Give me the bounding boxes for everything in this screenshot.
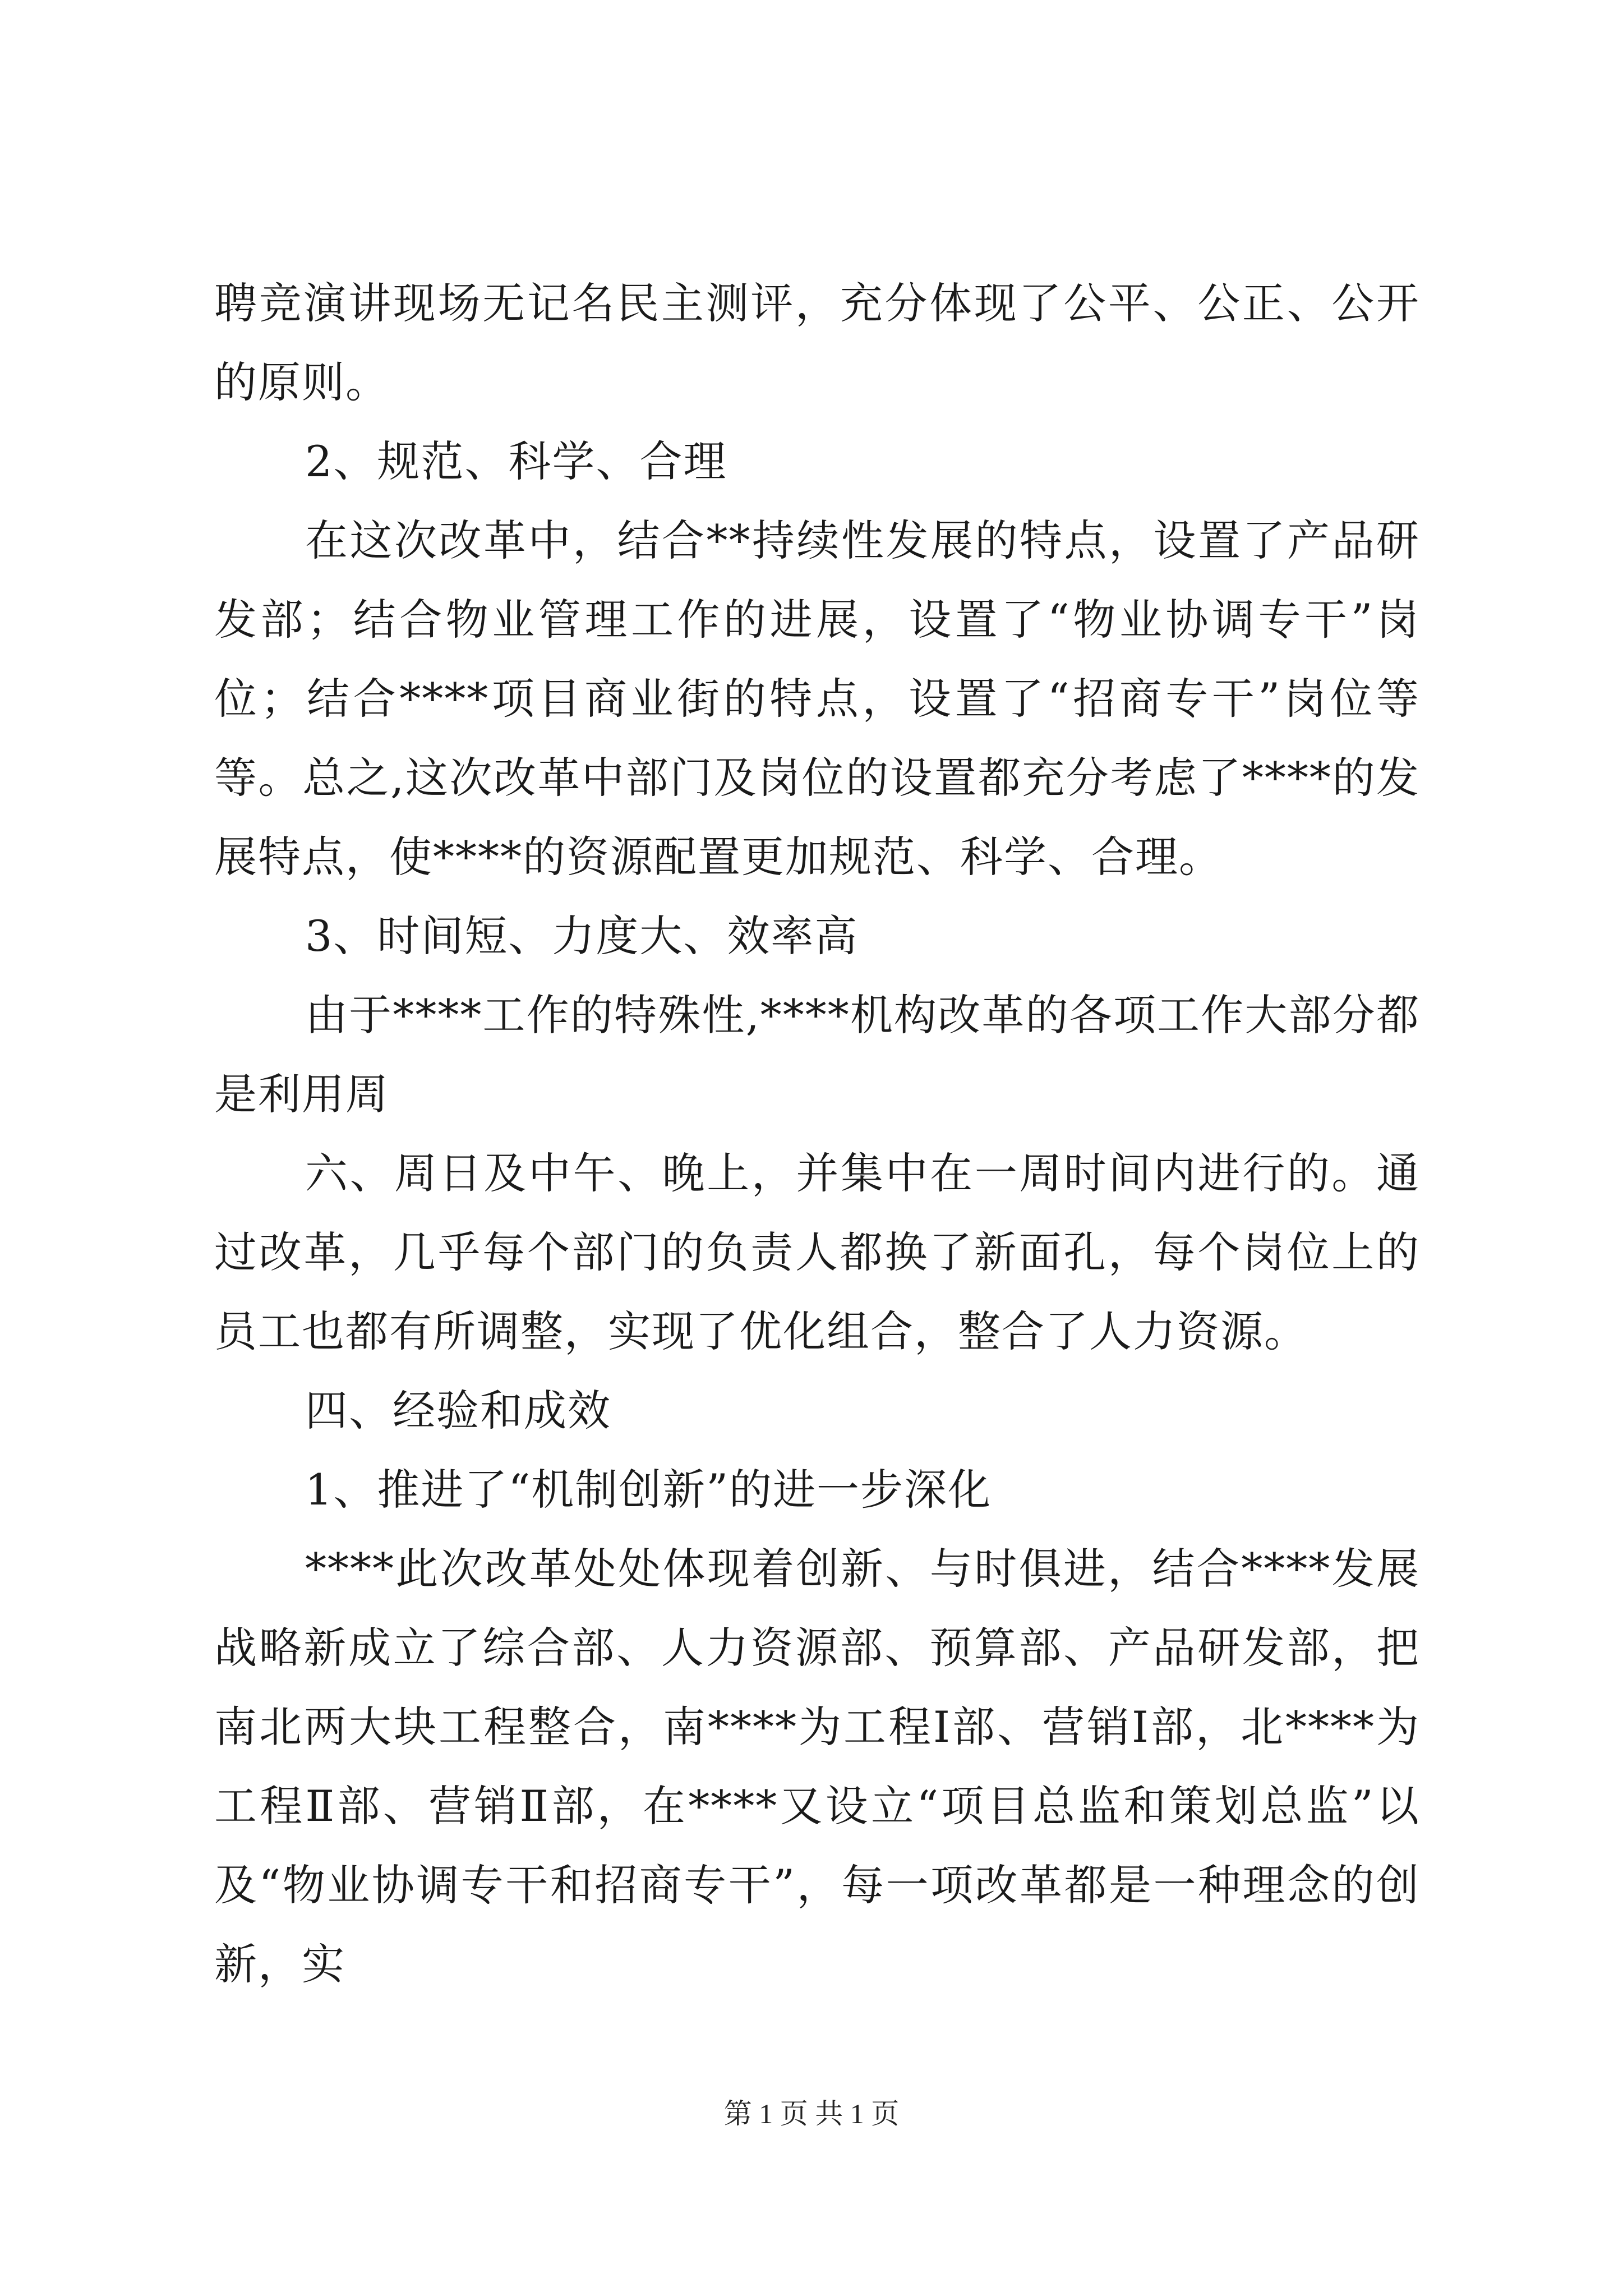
paragraph-9: ****此次改革处处体现着创新、与时俱进，结合****发展战略新成立了综合部、人力资源部、预算部、产品研发部，把南北两大块工程整合，南****为工程Ⅰ部、营销Ⅰ部，北****为工程Ⅱ部、营销Ⅱ部，在****又设立“项目总监和策划总监”以及“物业协调专干和招商专干”，每一项改革都是一种理念的创新，实 [214,1544,1420,1989]
section-heading-1: 1、推进了“机制创新”的进一步深化 [305,1465,992,1515]
paragraph-1: 聘竞演讲现场无记名民主测评，充分体现了公平、公正、公开的原则。 [214,278,1420,407]
document-body [214,264,1420,2004]
paragraph-5: 由于****工作的特殊性,****机构改革的各项工作大部分都是利用周 [214,990,1420,1119]
section-heading-four: 四、经验和成效 [305,1386,611,1435]
section-heading-2: 2、规范、科学、合理 [305,436,727,486]
paragraph-3: 在这次改革中，结合**持续性发展的特点，设置了产品研发部；结合物业管理工作的进展，设置了“物业协调专干”岗位；结合****项目商业街的特点，设置了“招商专干”岗位等等。总之,这次改革中部门及岗位的设置都充分考虑了****的发展特点，使****的资源配置更加规范、科学、合理。 [214,516,1420,882]
paragraph-6: 六、周日及中午、晚上，并集中在一周时间内进行的。通过改革，几乎每个部门的负责人都换了新面孔，每个岗位上的员工也都有所调整，实现了优化组合，整合了人力资源。 [214,1148,1420,1356]
section-heading-3: 3、时间短、力度大、效率高 [305,911,859,961]
page-number-footer: 第 1 页 共 1 页 [723,2098,900,2129]
